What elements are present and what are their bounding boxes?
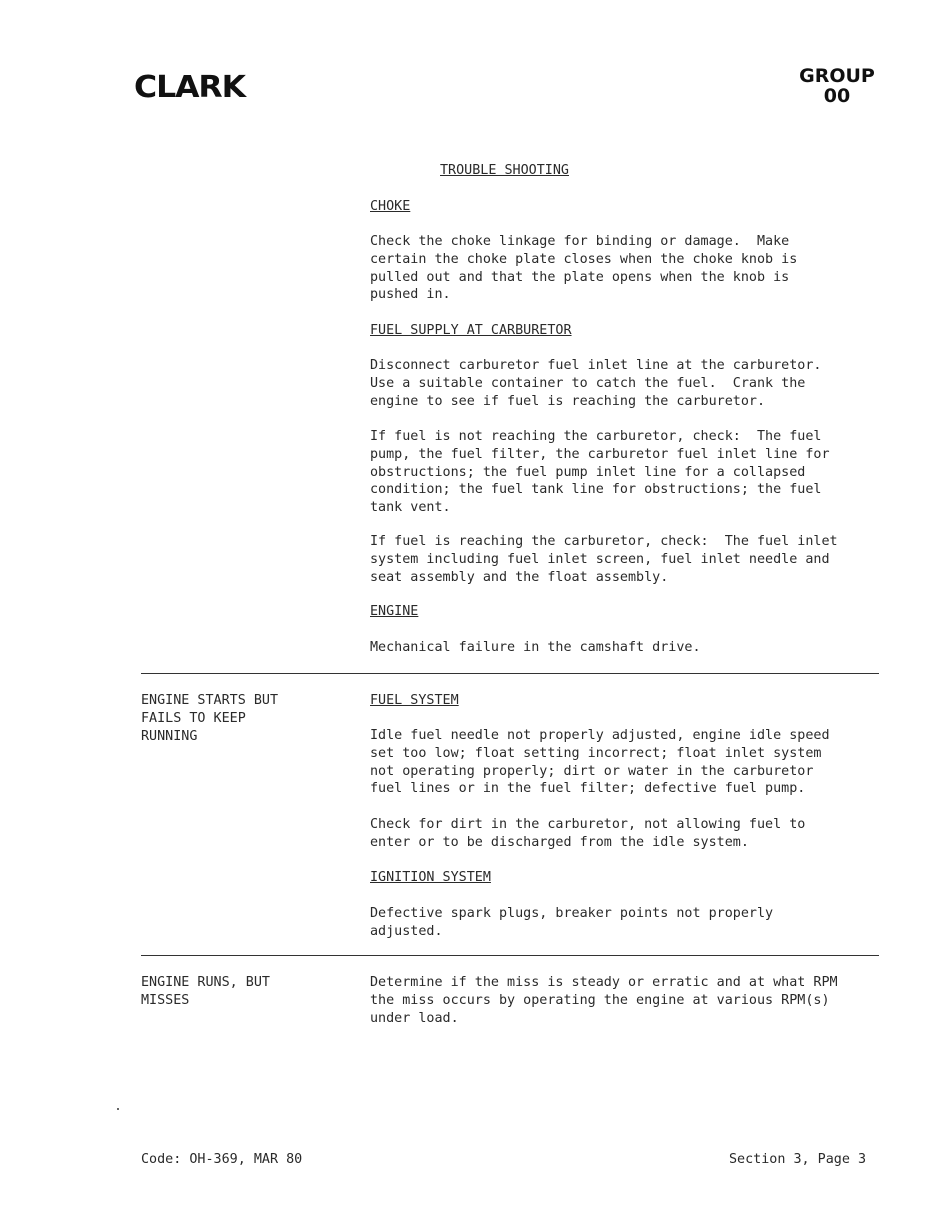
text-line: engine to see if fuel is reaching the carburetor. bbox=[370, 393, 766, 409]
choke-text bbox=[370, 233, 890, 304]
text-line: FAILS TO KEEP bbox=[141, 710, 246, 726]
fuel-supply-text bbox=[370, 357, 890, 410]
text-line: ENGINE RUNS, BUT bbox=[141, 975, 270, 990]
footer-page: Section 3, Page 3 bbox=[729, 1152, 867, 1167]
group-label bbox=[792, 66, 882, 106]
text-line: Mechanical failure in the camshaft drive. bbox=[370, 640, 701, 655]
fuel-reaching-text bbox=[370, 533, 890, 586]
dirt-check-text bbox=[370, 816, 890, 852]
text-line: If fuel is reaching the carburetor, check: The fuel inlet bbox=[370, 534, 838, 549]
ignition-heading: IGNITION SYSTEM bbox=[370, 870, 491, 885]
text-line: Idle fuel needle not properly adjusted, engine idle speed bbox=[370, 728, 830, 743]
fuel-not-reaching-text bbox=[370, 428, 890, 517]
text-line: not operating properly; dirt or water in the carburetor bbox=[370, 763, 814, 779]
text-line: MISSES bbox=[141, 992, 190, 1008]
text-line: If fuel is not reaching the carburetor, check: The fuel bbox=[370, 429, 822, 444]
section-divider bbox=[141, 673, 879, 674]
symptom-starts-fails bbox=[141, 692, 341, 745]
text-line: system including fuel inlet screen, fuel inlet needle and bbox=[370, 551, 830, 567]
text-line: adjusted. bbox=[370, 923, 443, 939]
page-title: TROUBLE SHOOTING bbox=[440, 163, 569, 178]
text-line: Determine if the miss is steady or erratic and at what RPM bbox=[370, 975, 838, 990]
symptom-runs-misses bbox=[141, 974, 341, 1010]
clark-logo: CLARK bbox=[134, 70, 245, 105]
text-line: fuel lines or in the fuel filter; defective fuel pump. bbox=[370, 781, 806, 797]
miss-text bbox=[370, 974, 890, 1027]
choke-heading: CHOKE bbox=[370, 199, 411, 214]
scan-speck bbox=[117, 1108, 119, 1110]
text-line: Check the choke linkage for binding or damage. Make bbox=[370, 234, 790, 249]
group-number: 00 bbox=[823, 85, 851, 107]
text-line: under load. bbox=[370, 1010, 459, 1026]
text-line: ENGINE STARTS BUT bbox=[141, 693, 279, 708]
fuel-system-text bbox=[370, 727, 890, 798]
text-line: the miss occurs by operating the engine at various RPM(s) bbox=[370, 992, 830, 1008]
text-line: Defective spark plugs, breaker points not properly bbox=[370, 906, 774, 921]
ignition-text bbox=[370, 905, 890, 941]
engine-text bbox=[370, 639, 890, 657]
text-line: Disconnect carburetor fuel inlet line at the carburetor. bbox=[370, 358, 822, 373]
text-line: seat assembly and the float assembly. bbox=[370, 569, 669, 585]
text-line: pump, the fuel filter, the carburetor fuel inlet line for bbox=[370, 446, 830, 462]
text-line: Use a suitable container to catch the fuel. Crank the bbox=[370, 375, 806, 391]
text-line: set too low; float setting incorrect; float inlet system bbox=[370, 745, 822, 761]
text-line: certain the choke plate closes when the choke knob is bbox=[370, 251, 798, 267]
section-divider bbox=[141, 955, 879, 956]
text-line: enter or to be discharged from the idle system. bbox=[370, 834, 749, 850]
fuel-supply-heading: FUEL SUPPLY AT CARBURETOR bbox=[370, 323, 572, 338]
engine-heading: ENGINE bbox=[370, 604, 419, 619]
text-line: obstructions; the fuel pump inlet line for a collapsed bbox=[370, 464, 806, 480]
text-line: Check for dirt in the carburetor, not allowing fuel to bbox=[370, 817, 806, 832]
text-line: condition; the fuel tank line for obstructions; the fuel bbox=[370, 482, 822, 498]
footer-code: Code: OH-369, MAR 80 bbox=[141, 1152, 303, 1167]
group-label-text: GROUP bbox=[799, 65, 875, 87]
fuel-system-heading: FUEL SYSTEM bbox=[370, 693, 459, 708]
text-line: pulled out and that the plate opens when the knob is bbox=[370, 269, 790, 285]
text-line: tank vent. bbox=[370, 500, 451, 516]
text-line: pushed in. bbox=[370, 287, 451, 303]
text-line: RUNNING bbox=[141, 728, 198, 744]
